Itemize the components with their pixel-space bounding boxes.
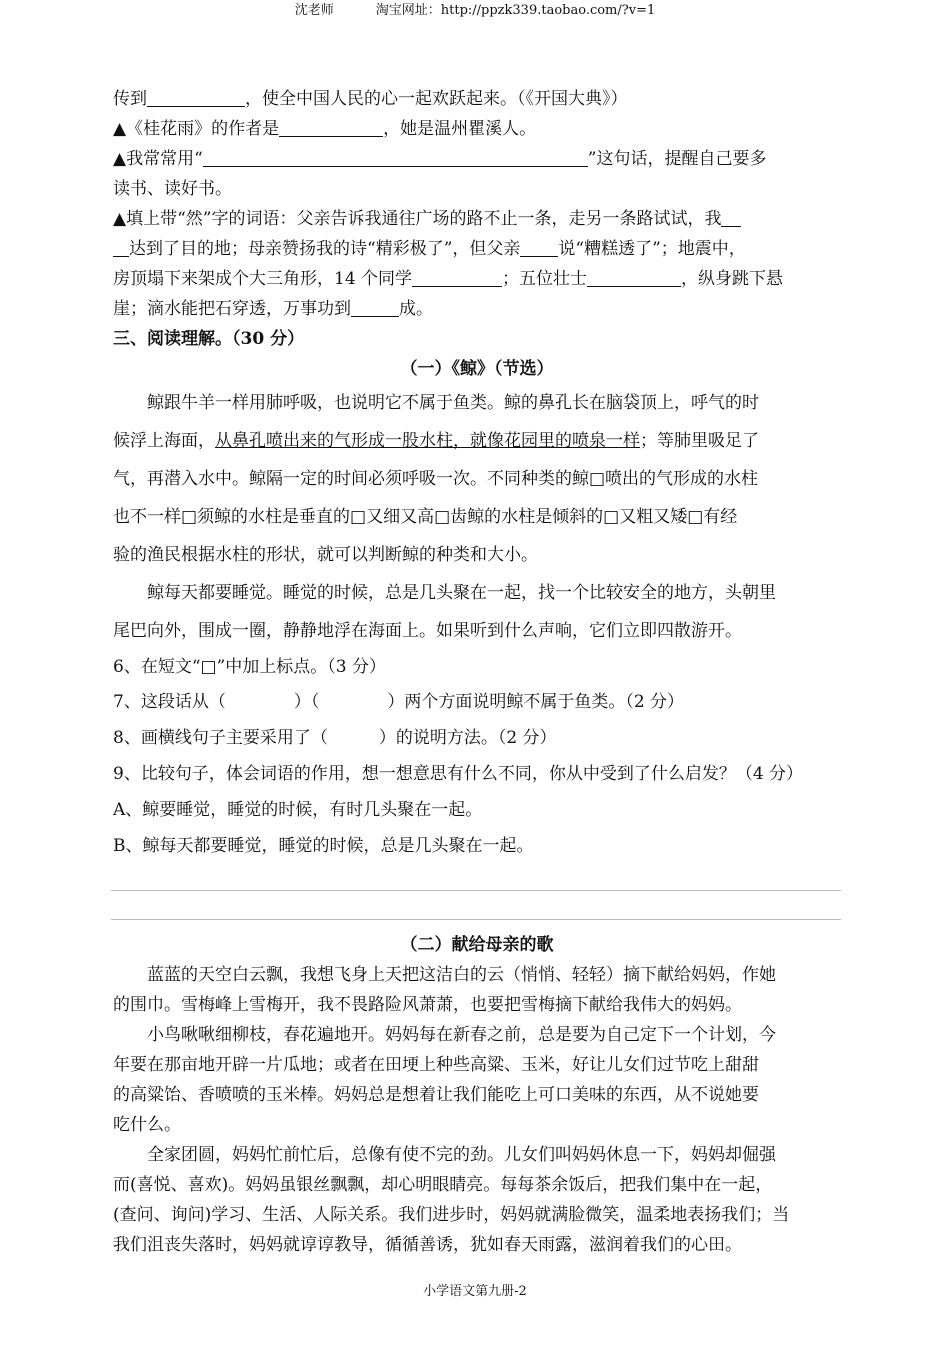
passage-1-line: 鲸每天都要睡觉。睡觉的时候，总是几头聚在一起，找一个比较安全的地方，头朝里 — [147, 583, 776, 603]
fill-line-2: ▲《桂花雨》的作者是 ，她是温州瞿溪人。 — [113, 119, 537, 139]
header-shop-url: 淘宝网址：http://ppzk339.taobao.com/?v=1 — [375, 3, 656, 18]
passage-2-line: 年要在那亩地开辟一片瓜地；或者在田埂上种些高粱、玉米，好让儿女们过节吃上甜甜 — [113, 1055, 759, 1075]
sentence-a: A、鲸要睡觉，睡觉的时候，有时几头聚在一起。 — [113, 800, 483, 820]
document-body — [113, 84, 841, 1260]
question-7: 7、这段话从（ ）（ ）两个方面说明鲸不属于鱼类。（2 分） — [113, 692, 685, 712]
section-title: 三、阅读理解。（30 分） — [113, 329, 305, 349]
answer-blank[interactable] — [113, 238, 129, 257]
passage-2-line: 的围巾。雪梅峰上雪梅开，我不畏路险风萧萧，也要把雪梅摘下献给我伟大的妈妈。 — [113, 995, 742, 1015]
passage-2-line: 蓝蓝的天空白云飘，我想飞身上天把这洁白的云（悄悄、轻轻）摘下献给妈妈，作她 — [147, 965, 776, 985]
answer-blank[interactable] — [147, 88, 245, 107]
answer-blank[interactable] — [412, 268, 502, 287]
passage-2-title: （二）献给母亲的歌 — [400, 935, 554, 955]
passage-1-line: 候浮上海面，从鼻孔喷出来的气形成一股水柱，就像花园里的喷泉一样；等肺里吸足了 — [113, 431, 759, 451]
answer-line[interactable] — [111, 919, 841, 920]
fill-line-3: ▲我常常用“ ”这句话，提醒自己要多 — [113, 149, 767, 169]
passage-2-line: 我们沮丧失落时，妈妈就谆谆教导，循循善诱，犹如春天雨露，滋润着我们的心田。 — [113, 1235, 742, 1255]
question-6: 6、在短文“□”中加上标点。（3 分） — [113, 657, 386, 677]
passage-1-line: 验的渔民根据水柱的形状，就可以判断鲸的种类和大小。 — [113, 545, 538, 565]
passage-1-line: 尾巴向外，围成一圈，静静地浮在海面上。如果听到什么声响，它们立即四散游开。 — [113, 621, 742, 641]
fill-line-7: 房顶塌下来架成个大三角形，14 个同学 ；五位壮士 ，纵身跳下悬 — [113, 269, 784, 289]
passage-1-line: 鲸跟牛羊一样用肺呼吸，也说明它不属于鱼类。鲸的鼻孔长在脑袋顶上，呼气的时 — [147, 393, 759, 413]
passage-2-line: 而(喜悦、喜欢)。妈妈虽银丝飘飘，却心明眼睛亮。每每茶余饭后，把我们集中在一起， — [113, 1175, 773, 1195]
underlined-sentence: 从鼻孔喷出来的气形成一股水柱，就像花园里的喷泉一样 — [215, 431, 640, 451]
passage-2-line: 吃什么。 — [113, 1115, 181, 1135]
answer-blank[interactable] — [587, 268, 681, 287]
question-9: 9、比较句子，体会词语的作用，想一想意思有什么不同，你从中受到了什么启发？（4 分） — [113, 764, 804, 784]
fill-line-6: 达到了目的地；母亲赞扬我的诗“精彩极了”，但父亲 说“糟糕透了”；地震中， — [113, 234, 841, 264]
sentence-b: B、鲸每天都要睡觉，睡觉的时候，总是几头聚在一起。 — [113, 836, 534, 856]
fill-line-4: 读书、读好书。 — [113, 179, 232, 199]
passage-1-title: （一）《鲸》（节选） — [400, 359, 554, 379]
answer-blank[interactable] — [203, 148, 588, 167]
answer-blank[interactable] — [351, 298, 399, 317]
passage-2-line: 的高粱饴、香喷喷的玉米棒。妈妈总是想着让我们能吃上可口美味的东西，从不说她要 — [113, 1085, 759, 1105]
passage-2-line: 全家团圆，妈妈忙前忙后，总像有使不完的劲。儿女们叫妈妈休息一下，妈妈却倔强 — [147, 1145, 776, 1165]
fill-line-5: ▲填上带“然”字的词语：父亲告诉我通往广场的路不止一条，走另一条路试试，我 — [113, 204, 841, 234]
passage-2-line: 小鸟啾啾细柳枝，春花遍地开。妈妈每在新春之前，总是要为自己定下一个计划，今 — [147, 1025, 776, 1045]
answer-blank[interactable] — [279, 118, 383, 137]
passage-1-line: 也不一样□须鲸的水柱是垂直的□又细又高□齿鲸的水柱是倾斜的□又粗又矮□有经 — [113, 507, 738, 527]
fill-line-8: 崖；滴水能把石穿透，万事功到 成。 — [113, 299, 433, 319]
question-8: 8、画横线句子主要采用了（ ）的说明方法。（2 分） — [113, 728, 557, 748]
page-footer: 小学语文第九册-2 — [423, 1284, 527, 1299]
answer-blank[interactable] — [721, 208, 741, 227]
passage-2-line: (查问、询问)学习、生活、人际关系。我们进步时，妈妈就满脸微笑，温柔地表扬我们；当 — [113, 1205, 790, 1225]
header-teacher: 沈老师 — [294, 3, 334, 18]
passage-1-line: 气，再潜入水中。鲸隔一定的时间必须呼吸一次。不同种类的鲸□喷出的气形成的水柱 — [113, 469, 759, 489]
fill-line-1: 传到 ，使全中国人民的心一起欢跃起来。（《开国大典》） — [113, 89, 628, 109]
answer-blank[interactable] — [520, 238, 558, 257]
page-header — [0, 0, 950, 20]
